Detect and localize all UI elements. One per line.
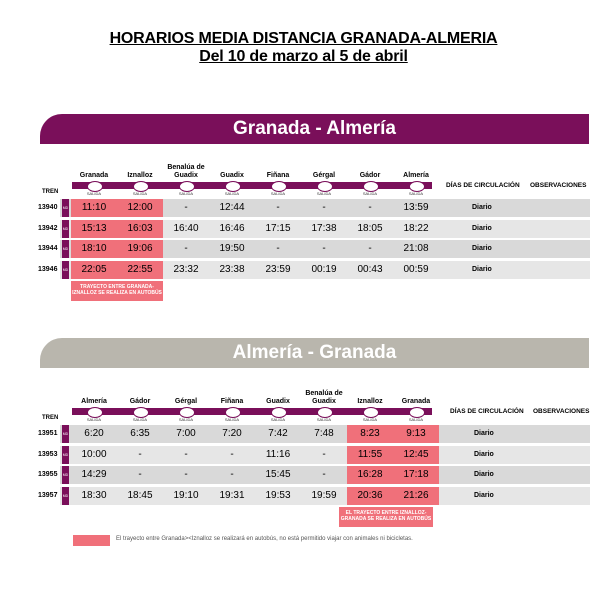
time-cell: -	[322, 202, 326, 213]
time-cell: 19:06	[117, 240, 163, 258]
circulation-days: Diario	[474, 491, 494, 499]
circulation-days: Diario	[474, 430, 494, 437]
time-cell: -	[184, 448, 188, 460]
salida-label: SALIDA	[270, 417, 286, 422]
circulation-days: Diario	[472, 265, 492, 273]
time-cell: 23:32	[173, 263, 199, 275]
station-name: Benalúa de Guadix	[305, 390, 343, 405]
time-cell: -	[184, 469, 188, 480]
salida-label: SALIDA	[86, 191, 102, 196]
station-name: Gérgal	[312, 172, 336, 179]
time-cell: 6:35	[130, 428, 150, 439]
time-cell: 7:20	[222, 428, 242, 439]
md-badge: MD	[62, 487, 69, 505]
train-number: 13942	[38, 224, 58, 232]
time-cell: 16:40	[173, 222, 199, 234]
salida-label: SALIDA	[316, 417, 332, 422]
train-number: 13955	[38, 471, 58, 478]
station-name: Iznalloz	[357, 398, 383, 405]
salida-label: SALIDA	[362, 191, 378, 196]
time-cell: 16:03	[117, 220, 163, 238]
md-badge: MD	[62, 240, 69, 258]
time-cell: -	[230, 469, 234, 480]
legend-text: El trayecto entre Granada><Iznalloz se realizará en autobús, no está permitido viajar con animales ni bicicletas.	[116, 536, 413, 542]
md-badge: MD	[62, 220, 69, 238]
dias-header: DÍAS DE CIRCULACIÓN	[446, 182, 520, 189]
bus-note: TRAYECTO ENTRE GRANADA-IZNALLOZ SE REALIZA EN AUTOBÚS	[71, 281, 163, 301]
md-badge: MD	[62, 466, 69, 484]
salida-label: SALIDA	[132, 191, 148, 196]
time-cell: -	[322, 469, 326, 480]
time-cell: 15:45	[265, 469, 291, 480]
station-name: Granada	[79, 172, 109, 179]
section-title-almeria-granada: Almería - Granada	[40, 338, 589, 368]
page-subtitle: Del 10 de marzo al 5 de abril	[199, 48, 408, 65]
time-cell: 19:59	[311, 489, 337, 501]
station-name: Iznalloz	[127, 172, 153, 179]
time-cell: -	[138, 448, 142, 460]
time-cell: 13:59	[403, 202, 429, 213]
salida-label: SALIDA	[316, 191, 332, 196]
time-cell: 23:38	[219, 263, 245, 275]
station-name: Fiñana	[266, 172, 290, 179]
time-cell: 21:26	[393, 487, 439, 505]
obs-header: OBSERVACIONES	[530, 182, 587, 189]
station-name: Gérgal	[174, 398, 198, 405]
time-cell: 18:45	[127, 489, 153, 501]
time-cell: 7:42	[268, 428, 288, 439]
time-cell: 19:31	[219, 489, 245, 501]
time-cell: 17:18	[393, 466, 439, 484]
train-number: 13951	[38, 430, 58, 437]
time-cell: -	[138, 469, 142, 480]
circulation-days: Diario	[474, 450, 494, 458]
time-cell: 10:00	[81, 448, 107, 460]
time-cell: 19:53	[265, 489, 291, 501]
time-cell: 12:00	[117, 199, 163, 217]
time-cell: 00:19	[311, 263, 337, 275]
time-cell: 6:20	[84, 428, 104, 439]
time-cell: 16:46	[219, 222, 245, 234]
time-cell: 19:50	[219, 243, 245, 254]
md-badge: MD	[62, 425, 69, 443]
station-name: Guadix	[266, 398, 290, 405]
station-name: Gádor	[129, 398, 151, 405]
time-cell: 20:36	[347, 487, 393, 505]
station-name: Gádor	[359, 172, 381, 179]
time-cell: 21:08	[403, 243, 429, 254]
time-cell: 7:00	[176, 428, 196, 439]
time-cell: 00:43	[357, 263, 383, 275]
station-name: Benalúa de Guadix	[167, 164, 205, 179]
salida-label: SALIDA	[408, 417, 424, 422]
bus-note: EL TRAYECTO ENTRE IZNALLOZ-GRANADA SE REALIZA EN AUTOBÚS	[339, 507, 433, 527]
salida-label: SALIDA	[178, 417, 194, 422]
salida-label: SALIDA	[132, 417, 148, 422]
time-cell: 00:59	[403, 263, 429, 275]
circulation-days: Diario	[472, 245, 492, 252]
time-cell: 9:13	[393, 425, 439, 443]
circulation-days: Diario	[472, 224, 492, 232]
legend-swatch	[73, 535, 110, 546]
page-title: HORARIOS MEDIA DISTANCIA GRANADA-ALMERIA	[109, 30, 498, 47]
time-cell: 22:05	[71, 261, 117, 279]
dias-header: DÍAS DE CIRCULACIÓN	[450, 408, 524, 415]
time-cell: -	[276, 243, 280, 254]
time-cell: 17:15	[265, 222, 291, 234]
time-cell: 22:55	[117, 261, 163, 279]
time-cell: 18:22	[403, 222, 429, 234]
train-number: 13953	[38, 450, 58, 458]
time-cell: 19:10	[173, 489, 199, 501]
time-cell: 7:48	[314, 428, 334, 439]
time-cell: 11:10	[71, 199, 117, 217]
obs-header: OBSERVACIONES	[533, 408, 590, 415]
train-number: 13940	[38, 204, 58, 211]
md-badge: MD	[62, 261, 69, 279]
time-cell: 12:44	[219, 202, 245, 213]
salida-label: SALIDA	[86, 417, 102, 422]
time-cell: 15:13	[71, 220, 117, 238]
salida-label: SALIDA	[408, 191, 424, 196]
time-cell: 23:59	[265, 263, 291, 275]
time-cell: 8:23	[347, 425, 393, 443]
time-cell: -	[184, 243, 188, 254]
time-cell: -	[368, 202, 372, 213]
time-cell: 18:10	[71, 240, 117, 258]
train-number: 13944	[38, 245, 58, 252]
md-badge: MD	[62, 446, 69, 464]
circulation-days: Diario	[474, 471, 494, 478]
tren-header: TREN	[42, 415, 59, 421]
time-cell: -	[230, 448, 234, 460]
time-cell: 14:29	[81, 469, 107, 480]
station-name: Almería	[81, 398, 107, 405]
time-cell: 17:38	[311, 222, 337, 234]
salida-label: SALIDA	[178, 191, 194, 196]
section-title-granada-almeria: Granada - Almería	[40, 114, 589, 144]
salida-label: SALIDA	[270, 191, 286, 196]
station-name: Almería	[403, 172, 429, 179]
salida-label: SALIDA	[224, 191, 240, 196]
time-cell: 12:45	[393, 446, 439, 464]
time-cell: -	[322, 448, 326, 460]
time-cell: -	[276, 202, 280, 213]
time-cell: -	[184, 202, 188, 213]
station-name: Fiñana	[220, 398, 244, 405]
time-cell: 11:16	[265, 448, 291, 460]
time-cell: -	[368, 243, 372, 254]
salida-label: SALIDA	[224, 417, 240, 422]
salida-label: SALIDA	[362, 417, 378, 422]
train-number: 13946	[38, 265, 58, 273]
time-cell: 16:28	[347, 466, 393, 484]
station-name: Guadix	[220, 172, 244, 179]
time-cell: 18:05	[357, 222, 383, 234]
train-number: 13957	[38, 491, 58, 499]
circulation-days: Diario	[472, 204, 492, 211]
time-cell: 11:55	[347, 446, 393, 464]
time-cell: 18:30	[81, 489, 107, 501]
station-name: Granada	[401, 398, 431, 405]
tren-header: TREN	[42, 189, 59, 195]
time-cell: -	[322, 243, 326, 254]
md-badge: MD	[62, 199, 69, 217]
